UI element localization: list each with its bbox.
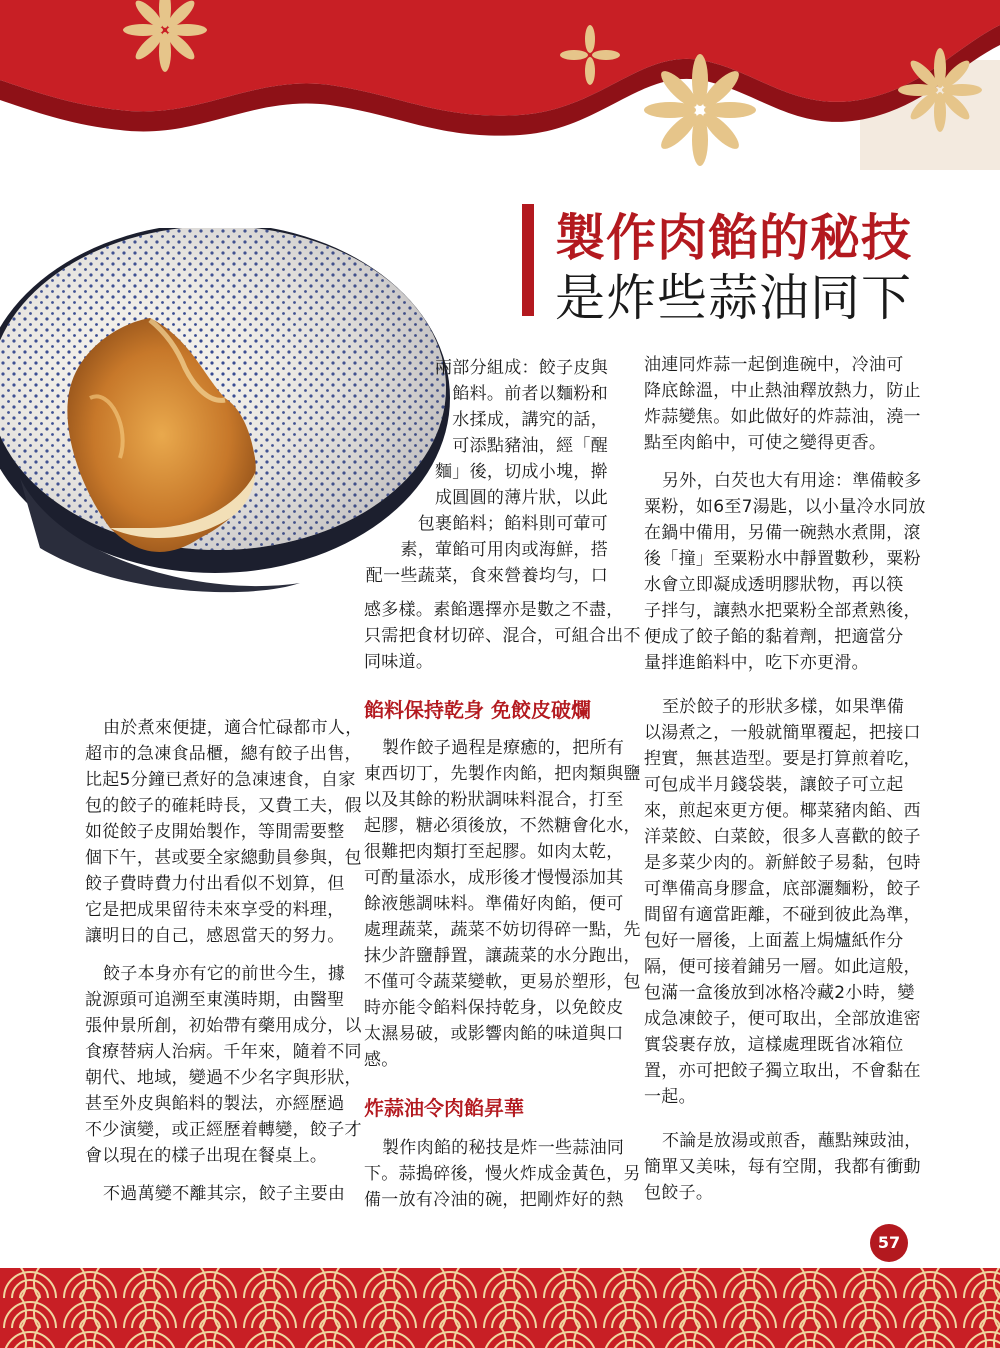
col1-line: 比起5分鐘已煮好的急凍速食，自家	[85, 770, 356, 790]
col1-line: 會以現在的樣子出現在餐桌上。	[85, 1146, 328, 1166]
col3-line: 點至肉餡中，可使之變得更香。	[644, 433, 887, 453]
col3-line: 炸蒜變焦。如此做好的炸蒜油，澆一	[644, 407, 921, 427]
col3-line: 後「撞」至粟粉水中靜置數秒，粟粉	[644, 549, 921, 569]
col3-line: 間留有適當距離，不碰到彼此為準，	[644, 905, 921, 925]
col3-line: 油連同炸蒜一起倒進碗中，冷油可	[644, 355, 904, 375]
col3-line: 洋菜餃、白菜餃，很多人喜歡的餃子	[644, 827, 921, 847]
col2-line: 起膠，糖必須後放，不然糖會化水，	[364, 816, 641, 836]
col2-wrap-line: 感多樣。素餡選擇亦是數之不盡，	[364, 600, 624, 620]
col2-line: 製作肉餡的秘技是炸一些蒜油同	[382, 1138, 625, 1158]
col1-line: 餃子費時費力付出看似不划算，但	[85, 874, 345, 894]
col2-wrap-line: 餡料。前者以麵粉和	[452, 384, 608, 404]
col3-line: 在鍋中備用，另備一碗熱水煮開，滾	[644, 523, 921, 543]
dumpling-bowl-photo	[0, 228, 460, 608]
article-title-line2: 是炸些蒜油同下	[555, 269, 912, 327]
col3-line: 另外，白芡也大有用途：準備較多	[662, 471, 922, 491]
col1-line: 讓明日的自己，感恩當天的努力。	[85, 926, 345, 946]
col2-wrap-line: 配一些蔬菜，食來營養均勻，口	[365, 566, 608, 586]
col3-line: 簡單又美味，每有空閒，我都有衝動	[644, 1157, 921, 1177]
col1-line: 超市的急凍食品櫃，總有餃子出售，	[85, 744, 362, 764]
section-heading-2: 炸蒜油令肉餡昇華	[364, 1096, 524, 1120]
col2-line: 餘液態調味料。準備好肉餡，便可	[364, 894, 624, 914]
col3-line: 置，亦可把餃子獨立取出，不會黏在	[644, 1061, 921, 1081]
col3-line: 成急凍餃子，便可取出，全部放進密	[644, 1009, 921, 1029]
col2-wrap-line: 只需把食材切碎、混合，可組合出不	[364, 626, 641, 646]
col2-wrap-line: 水揉成，講究的話，	[452, 410, 608, 430]
col3-line: 至於餃子的形狀多樣，如果準備	[662, 697, 905, 717]
col1-line: 說源頭可追溯至東漢時期，由醫聖	[85, 990, 345, 1010]
col1-line: 張仲景所創，初始帶有藥用成分，以	[85, 1016, 362, 1036]
col2-line: 感。	[364, 1050, 399, 1070]
section-heading-1: 餡料保持乾身 免餃皮破爛	[364, 698, 591, 722]
col1-line: 食療替病人治病。千年來，隨着不同	[85, 1042, 362, 1062]
col1-line: 如從餃子皮開始製作，等閒需要整	[85, 822, 345, 842]
col3-line: 粟粉，如6至7湯匙，以小量冷水同放	[644, 497, 926, 517]
col2-line: 下。蒜搗碎後，慢火炸成金黃色，另	[364, 1164, 641, 1184]
col2-line: 很難把肉類打至起膠。如肉太乾，	[364, 842, 624, 862]
col2-wrap-line: 成圓圓的薄片狀，以此	[435, 488, 608, 508]
col3-line: 以湯煮之，一般就簡單覆起，把接口	[644, 723, 921, 743]
col1-line: 包的餃子的確耗時長，又費工夫，假	[85, 796, 362, 816]
col2-line: 東西切丁，先製作肉餡，把肉類與鹽	[364, 764, 641, 784]
col2-line: 以及其餘的粉狀調味料混合，打至	[364, 790, 624, 810]
col3-line: 降底餘溫，中止熱油釋放熱力，防止	[644, 381, 921, 401]
col3-line: 水會立即凝成透明膠狀物，再以筷	[644, 575, 904, 595]
col1-line: 個下午，甚或要全家總動員參與，包	[85, 848, 362, 868]
col1-line: 餃子本身亦有它的前世今生，據	[103, 964, 346, 984]
col2-wrap-line: 可添點豬油，經「醒	[452, 436, 608, 456]
col2-line: 不僅可令蔬菜變軟，更易於塑形，包	[364, 972, 641, 992]
col1-line: 不過萬變不離其宗，餃子主要由	[103, 1184, 346, 1204]
col3-line: 可準備高身膠盒，底部灑麵粉，餃子	[644, 879, 921, 899]
col2-line: 抹少許鹽靜置，讓蔬菜的水分跑出，	[364, 946, 641, 966]
col1-line: 不少演變，或正經歷着轉變，餃子才	[85, 1120, 362, 1140]
col3-line: 包滿一盒後放到冰格冷藏2小時，變	[644, 983, 915, 1003]
col2-wrap-line: 同味道。	[364, 652, 434, 672]
col3-line: 是多菜少肉的。新鮮餃子易黏，包時	[644, 853, 921, 873]
col1-line: 甚至外皮與餡料的製法，亦經歷過	[85, 1094, 345, 1114]
col3-line: 隔，便可接着鋪另一層。如此這般，	[644, 957, 921, 977]
col2-line: 處理蔬菜，蔬菜不妨切得碎一點，先	[364, 920, 641, 940]
col3-line: 包餃子。	[644, 1183, 714, 1203]
col2-wrap-line: 麵」後，切成小塊，擀	[435, 462, 608, 482]
col2-wrap-line: 素，葷餡可用肉或海鮮，搭	[400, 540, 608, 560]
col3-line: 量拌進餡料中，吃下亦更滑。	[644, 653, 869, 673]
col2-line: 可酌量添水，成形後才慢慢添加其	[364, 868, 624, 888]
col3-line: 揑實，無甚造型。要是打算煎着吃，	[644, 749, 921, 769]
col1-line: 它是把成果留待未來享受的料理，	[85, 900, 345, 920]
article-title-line1: 製作肉餡的秘技	[555, 209, 912, 267]
col3-line: 包好一層後，上面蓋上焗爐紙作分	[644, 931, 904, 951]
page-number-badge: 57	[870, 1224, 908, 1262]
col1-line: 由於煮來便捷，適合忙碌都市人，	[103, 718, 363, 738]
col2-wrap-line: 兩部分組成：餃子皮與	[435, 358, 608, 378]
col3-line: 一起。	[644, 1087, 696, 1107]
col2-wrap-line: 包裹餡料；餡料則可葷可	[417, 514, 608, 534]
col3-line: 可包成半月錢袋裝，讓餃子可立起	[644, 775, 904, 795]
decorative-top-banner	[0, 0, 1000, 170]
title-accent-bar	[522, 204, 534, 316]
col2-line: 太濕易破，或影響肉餡的味道與口	[364, 1024, 624, 1044]
col3-line: 便成了餃子餡的黏着劑，把適當分	[644, 627, 904, 647]
col3-line: 不論是放湯或煎香，蘸點辣豉油，	[662, 1131, 922, 1151]
col3-line: 實袋裹存放，這樣處理既省冰箱位	[644, 1035, 904, 1055]
col2-line: 製作餃子過程是療癒的，把所有	[382, 738, 625, 758]
col3-line: 來，煎起來更方便。椰菜豬肉餡、西	[644, 801, 921, 821]
col2-line: 時亦能令餡料保持乾身，以免餃皮	[364, 998, 624, 1018]
col1-line: 朝代、地域，變過不少名字與形狀，	[85, 1068, 362, 1088]
col2-line: 備一放有冷油的碗，把剛炸好的熱	[364, 1190, 624, 1210]
col3-line: 子拌勻，讓熱水把粟粉全部煮熟後，	[644, 601, 921, 621]
decorative-wave-border	[0, 1268, 1000, 1348]
